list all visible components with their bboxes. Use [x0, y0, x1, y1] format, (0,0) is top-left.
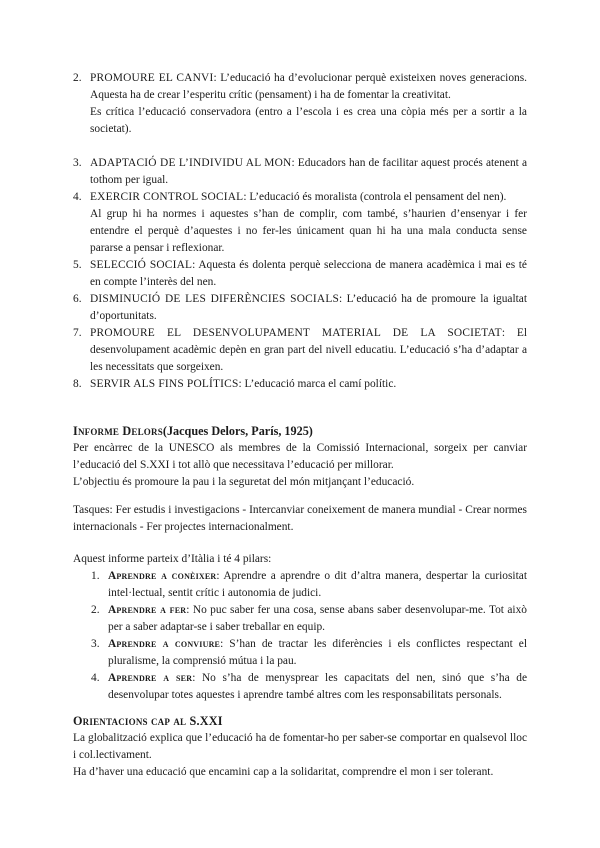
- section-heading-delors: Informe Delors(Jacques Delors, París, 1925): [73, 424, 313, 438]
- delors-paragraph-2: L’objectiu és promoure la pau i la seguretat del món mitjançant l’educació.: [73, 476, 415, 488]
- pillar-title: Aprendre a fer: [108, 604, 187, 616]
- item-number: 5.: [73, 259, 82, 271]
- item-body: Educadors han de facilitar aquest procés atenent a tothom per igual.: [90, 157, 527, 186]
- item-number: 2.: [91, 604, 100, 616]
- orientacions-paragraph-2: Ha d’haver una educació que encamini cap a la solidaritat, comprendre el mon i ser tolerant.: [73, 766, 494, 778]
- pillar-body: : Aprendre a aprendre o dit d’altra manera, despertar la curiositat intel·lectual, sentit crític i autonomia de judici.: [108, 570, 527, 599]
- pillar-body: : No puc saber fer una cosa, sense abans saber desenvolupar-me. Tot això per a saber adaptar-se i saber treballar en equip.: [108, 604, 527, 633]
- item-body: El desenvolupament acadèmic depèn en gran part del nivell educatiu. L’educació s’ha d’adaptar a les necessitats que sorgeixen.: [90, 327, 527, 373]
- pillar-body: : No s’ha de menysprear les capacitats del nen, sinó que s’ha de desenvolupar totes aquestes i aprendre també altres com les responsabilitats personals.: [108, 672, 528, 701]
- item-title: PROMOURE EL CANVI: [90, 72, 214, 84]
- orientacions-body: [73, 730, 527, 781]
- item-extra: Es crítica l’educació conservadora (entro a l’escola i es crea una còpia més per a sortir a la societat).: [90, 106, 527, 135]
- functions-list: [73, 70, 528, 393]
- pillar-body: : S’han de tractar les diferències i els conflictes respectant el pluralisme, la comprensió mútua i la pau.: [108, 638, 527, 667]
- item-number: 4.: [73, 191, 82, 203]
- list-item: 6. DISMINUCIÓ DE LES DIFERÈNCIES SOCIALS: L’educació ha de promoure la igualtat d’oportunitats.: [73, 293, 527, 322]
- pillars-list: [91, 568, 528, 704]
- item-number: 1.: [91, 570, 100, 582]
- item-body: Aquesta és dolenta perquè selecciona de manera acadèmica i mai es té en compte l’interès del nen.: [90, 259, 527, 288]
- list-item: 5. SELECCIÓ SOCIAL: Aquesta és dolenta perquè selecciona de manera acadèmica i mai es té en compte l’interès del nen.: [73, 259, 527, 288]
- item-number: 2.: [73, 72, 82, 84]
- pillar-title: Aprendre a ser: [108, 672, 193, 684]
- item-title: SELECCIÓ SOCIAL: [90, 259, 193, 271]
- list-item: [91, 568, 527, 602]
- list-item: [91, 670, 528, 704]
- item-body: L’educació és moralista (controla el pensament del nen).: [249, 191, 507, 203]
- item-title: ADAPTACIÓ DE L’INDIVIDU AL MON: [90, 157, 292, 169]
- orientacions-paragraph-1: La globalització explica que l’educació ha de fomentar-ho per saber-se comportar en qualsevol lloc i col.lectivament.: [73, 732, 527, 761]
- item-body: L’educació ha d’evolucionar perquè existeixen noves generacions. Aquesta ha de crear l’esperitu crític (pensament) i ha de fomentar la creativitat.: [90, 72, 528, 101]
- item-body: L’educació ha de promoure la igualtat d’oportunitats.: [90, 293, 527, 322]
- item-number: 4.: [91, 672, 100, 684]
- item-extra: Al grup hi ha normes i aquestes s’han de complir, com també, s’haurien d’ensenyar i fer entendre el perquè d’aquestes i no fer-les únicament quan hi ha una mala conducta sense pararse a pensar i reflexionar.: [90, 208, 527, 254]
- item-number: 6.: [73, 293, 82, 305]
- item-number: 3.: [73, 157, 82, 169]
- list-item: 7. PROMOURE EL DESENVOLUPAMENT MATERIAL DE LA SOCIETAT: El desenvolupament acadèmic depèn en gran part del nivell educatiu. L’educació s’ha d’adaptar a les necessitats que sorgeixen.: [73, 327, 527, 373]
- pillar-title: Aprendre a conviure: [108, 638, 221, 650]
- delors-pilars-intro: Aquest informe parteix d’Itàlia i té 4 pilars:: [73, 553, 272, 565]
- item-number: 3.: [91, 638, 100, 650]
- list-item: 3. ADAPTACIÓ DE L’INDIVIDU AL MON: Educadors han de facilitar aquest procés atenent a tothom per igual.: [73, 157, 527, 186]
- item-title: EXERCIR CONTROL SOCIAL: [90, 191, 244, 203]
- delors-tasques: Tasques: Fer estudis i investigacions - Intercanviar coneixement de manera mundial - Crear normes internacionals - Fer projectes internacionalment.: [73, 504, 527, 533]
- item-title: SERVIR ALS FINS POLÍTICS: [90, 378, 239, 390]
- list-item: 2. PROMOURE EL CANVI: L’educació ha d’evolucionar perquè existeixen noves generacions. Aquesta ha de crear l’esperitu crític (pensament) i ha de fomentar la creativitat. Es crítica l’educació conservadora (entro a l’escola i es crea una còpia més per a sortir a la societat).: [90, 70, 527, 138]
- section-heading-orientacions: Orientacions cap al S.XXI: [73, 714, 223, 728]
- list-item: [91, 602, 527, 636]
- item-body: L’educació marca el camí polític.: [244, 378, 397, 390]
- item-number: 8.: [73, 378, 82, 390]
- item-number: 7.: [73, 327, 82, 339]
- pillar-title: Aprendre a conèixer: [108, 570, 217, 582]
- delors-intro: [73, 440, 527, 491]
- item-title: DISMINUCIÓ DE LES DIFERÈNCIES SOCIALS: [90, 293, 340, 305]
- list-item: [91, 636, 527, 670]
- delors-paragraph-1: Per encàrrec de la UNESCO als membres de la Comissió Internacional, sorgeix per canviar l’educació del S.XXI i tot allò que necessitava l’educació per millorar.: [73, 442, 527, 471]
- item-title: PROMOURE EL DESENVOLUPAMENT MATERIAL DE LA SOCIETAT: [90, 327, 502, 339]
- list-item: 8. SERVIR ALS FINS POLÍTICS: L’educació marca el camí polític.: [90, 376, 527, 393]
- list-item: 4. EXERCIR CONTROL SOCIAL: L’educació és moralista (controla el pensament del nen). Al grup hi ha normes i aquestes s’han de complir, com també, s’haurien d’ensenyar i fer entendre el perquè d’aquestes i no fer-les únicament quan hi ha una mala conducta sense pararse a pensar i reflexionar.: [90, 189, 527, 257]
